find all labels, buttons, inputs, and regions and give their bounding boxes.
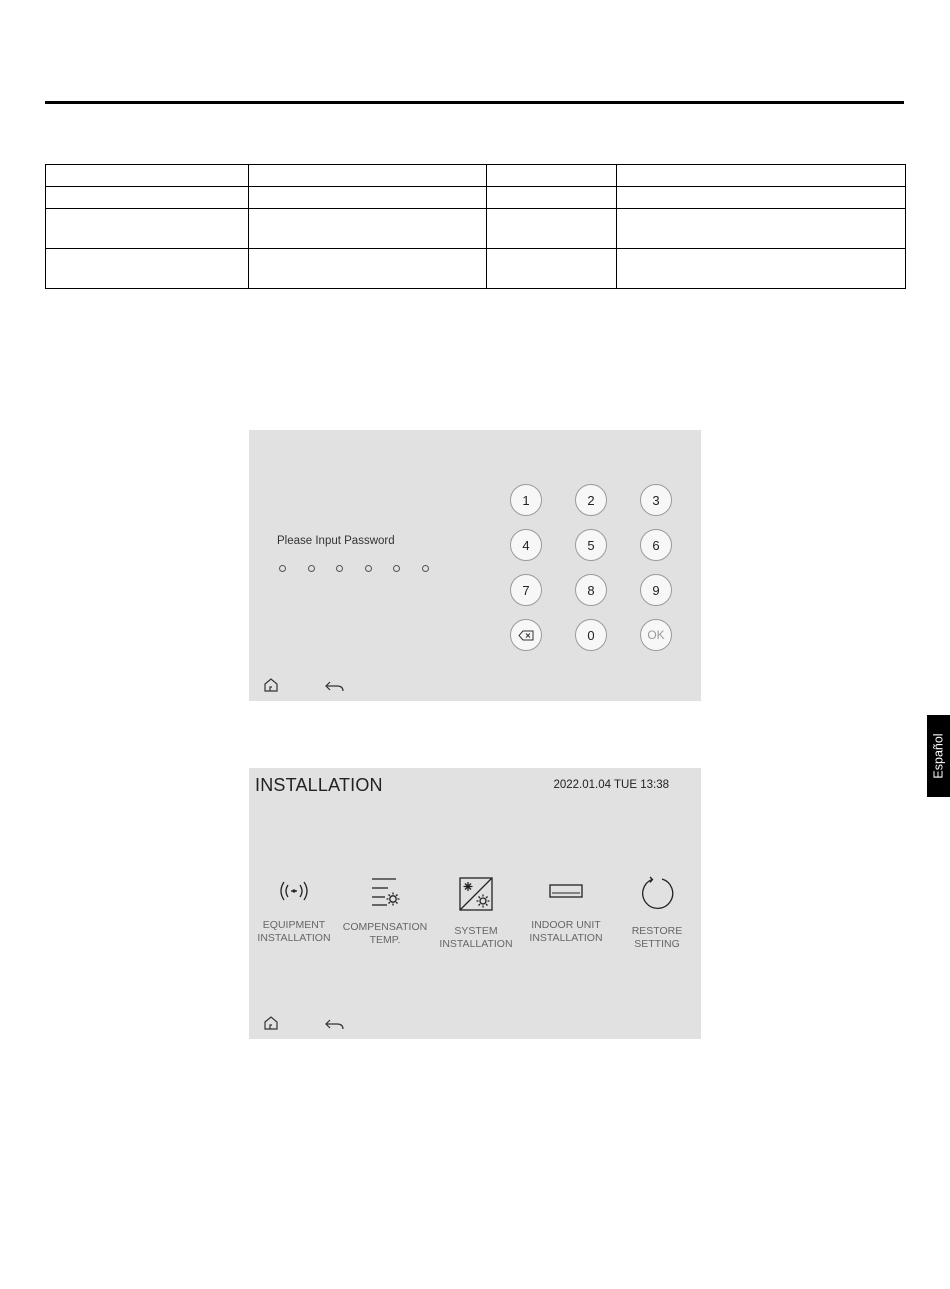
empty-table [45, 164, 906, 289]
key-9[interactable]: 9 [640, 574, 672, 606]
tile-label: SYSTEM INSTALLATION [439, 925, 513, 950]
password-dot [308, 565, 315, 572]
tile-label: INDOOR UNIT INSTALLATION [529, 919, 603, 944]
key-5[interactable]: 5 [575, 529, 607, 561]
password-dot [279, 565, 286, 572]
language-label: Español [931, 733, 946, 779]
indoor-unit-icon [546, 876, 586, 906]
heat-cool-icon [456, 876, 496, 912]
key-7[interactable]: 7 [510, 574, 542, 606]
back-arrow-icon[interactable] [325, 1017, 345, 1031]
key-4[interactable]: 4 [510, 529, 542, 561]
home-icon[interactable] [263, 1015, 279, 1031]
tile-system-installation[interactable] [430, 876, 522, 951]
key-0[interactable]: 0 [575, 619, 607, 651]
backspace-button[interactable] [510, 619, 542, 651]
signal-icon [274, 876, 314, 906]
tile-label: RESTORE SETTING [631, 925, 683, 950]
language-tab [927, 715, 950, 797]
backspace-icon [518, 630, 534, 641]
page-title: INSTALLATION [255, 775, 383, 795]
tile-label: COMPENSATION TEMP. [342, 921, 428, 946]
installation-screen [249, 768, 701, 1039]
back-arrow-icon[interactable] [325, 679, 345, 693]
datetime-display: 2022.01.04 TUE 13:38 [553, 779, 669, 791]
password-dot [422, 565, 429, 572]
password-dot [393, 565, 400, 572]
ok-button[interactable]: OK [640, 619, 672, 651]
tile-label: EQUIPMENT INSTALLATION [257, 919, 331, 944]
password-dot [336, 565, 343, 572]
restore-icon [637, 876, 677, 912]
table-row [46, 209, 906, 249]
tile-compensation-temp[interactable] [339, 876, 431, 947]
header-rule [45, 101, 904, 104]
table-row [46, 165, 906, 187]
key-3[interactable]: 3 [640, 484, 672, 516]
tile-restore-setting[interactable] [611, 876, 703, 951]
key-1[interactable]: 1 [510, 484, 542, 516]
compensation-temp-icon [365, 876, 405, 908]
password-screen [249, 430, 701, 701]
tile-indoor-unit-installation[interactable] [520, 876, 612, 945]
tile-equipment-installation[interactable] [248, 876, 340, 945]
password-dot [365, 565, 372, 572]
table-row [46, 249, 906, 289]
key-8[interactable]: 8 [575, 574, 607, 606]
key-2[interactable]: 2 [575, 484, 607, 516]
home-icon[interactable] [263, 677, 279, 693]
key-6[interactable]: 6 [640, 529, 672, 561]
table-row [46, 187, 906, 209]
password-prompt: Please Input Password [277, 535, 395, 547]
